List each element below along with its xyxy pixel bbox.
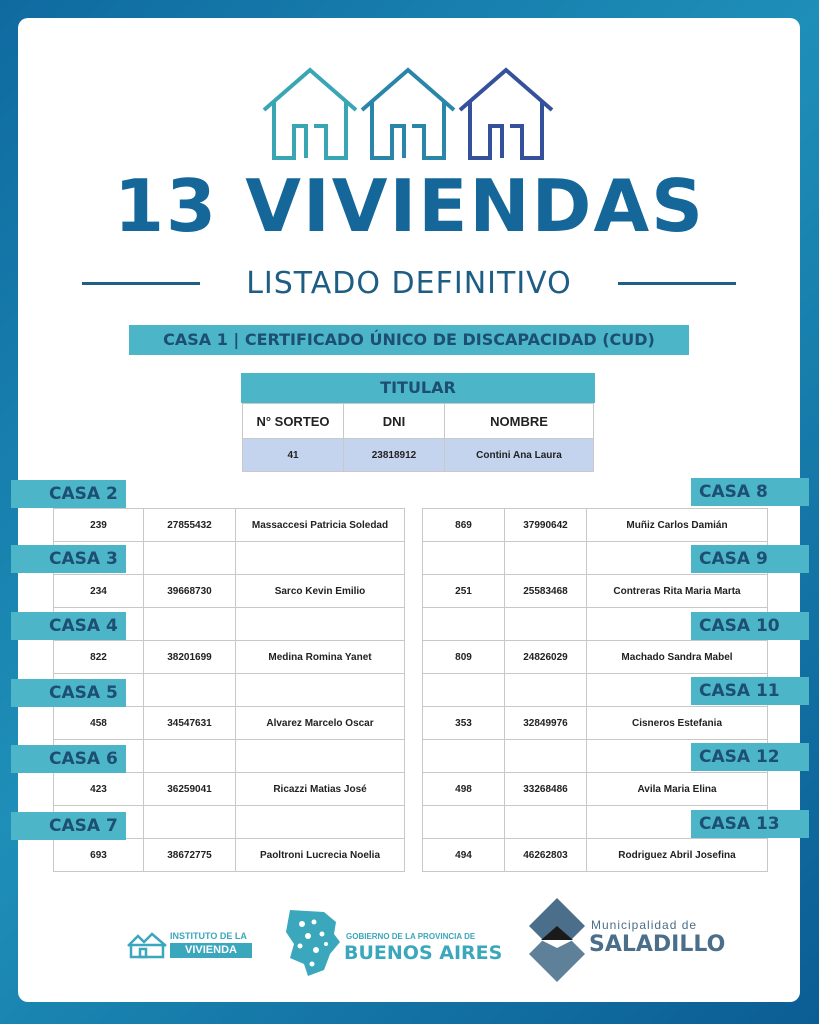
dni-cell: 32849976 xyxy=(505,707,587,740)
table-row xyxy=(54,575,405,608)
buenos-aires-map-icon xyxy=(284,908,342,978)
dni-cell: 36259041 xyxy=(144,773,236,806)
sorteo-cell: 809 xyxy=(423,641,505,674)
nombre-cell: Machado Sandra Mabel xyxy=(587,641,768,674)
buenos-aires-logo xyxy=(284,908,503,978)
subtitle-rule-right xyxy=(618,282,736,285)
sorteo-cell: 234 xyxy=(54,575,144,608)
table-row xyxy=(423,773,768,806)
sorteo-cell: 239 xyxy=(54,509,144,542)
table-row xyxy=(243,439,594,472)
sorteo-cell: 822 xyxy=(54,641,144,674)
casa-3-label: CASA 3 xyxy=(11,545,126,573)
column-header-dni: DNI xyxy=(344,404,445,439)
nombre-cell: Rodriguez Abril Josefina xyxy=(587,839,768,872)
titular-table xyxy=(242,403,594,472)
table-row xyxy=(54,641,405,674)
subtitle: LISTADO DEFINITIVO xyxy=(246,266,572,301)
dni-cell: 27855432 xyxy=(144,509,236,542)
table-row xyxy=(423,509,768,542)
table-row xyxy=(423,839,768,872)
sorteo-cell: 498 xyxy=(423,773,505,806)
table-row xyxy=(54,839,405,872)
casa-11-label: CASA 11 xyxy=(691,677,809,705)
table-row xyxy=(54,707,405,740)
casa-7-label: CASA 7 xyxy=(11,812,126,840)
house-outline-icon xyxy=(126,930,170,960)
dni-cell: 37990642 xyxy=(505,509,587,542)
table-row xyxy=(423,707,768,740)
casa1-banner: CASA 1 | CERTIFICADO ÚNICO DE DISCAPACIDAD (CUD) xyxy=(129,325,689,355)
dni-cell: 34547631 xyxy=(144,707,236,740)
dni-cell: 39668730 xyxy=(144,575,236,608)
casa-2-label: CASA 2 xyxy=(11,480,126,508)
titular-header-row xyxy=(243,404,594,439)
nombre-cell: Massaccesi Patricia Soledad xyxy=(236,509,405,542)
casa-13-label: CASA 13 xyxy=(691,810,809,838)
dni-cell: 38201699 xyxy=(144,641,236,674)
dni-cell: 25583468 xyxy=(505,575,587,608)
column-header-sorteo: N° SORTEO xyxy=(243,404,344,439)
saladillo-diamond-icon xyxy=(527,896,587,982)
dni-cell: 24826029 xyxy=(505,641,587,674)
dni-cell: 38672775 xyxy=(144,839,236,872)
dni-cell: 33268486 xyxy=(505,773,587,806)
three-houses-icon xyxy=(258,62,558,164)
sorteo-cell: 869 xyxy=(423,509,505,542)
casa-8-label: CASA 8 xyxy=(691,478,809,506)
sorteo-cell: 494 xyxy=(423,839,505,872)
casa-4-label: CASA 4 xyxy=(11,612,126,640)
saladillo-text-line1: Municipalidad de xyxy=(591,918,698,932)
nombre-cell: Paoltroni Lucrecia Noelia xyxy=(236,839,405,872)
titular-header: TITULAR xyxy=(241,373,595,403)
dni-cell: 23818912 xyxy=(344,439,445,472)
casa-6-label: CASA 6 xyxy=(11,745,126,773)
nombre-cell: Cisneros Estefania xyxy=(587,707,768,740)
casa-5-label: CASA 5 xyxy=(11,679,126,707)
column-header-nombre: NOMBRE xyxy=(445,404,594,439)
nombre-cell: Alvarez Marcelo Oscar xyxy=(236,707,405,740)
nombre-cell: Contreras Rita Maria Marta xyxy=(587,575,768,608)
main-title: 13 VIVIENDAS xyxy=(113,164,706,248)
instituto-vivienda-logo xyxy=(126,928,256,962)
footer-logos xyxy=(0,900,819,990)
nombre-cell: Contini Ana Laura xyxy=(445,439,594,472)
sorteo-cell: 423 xyxy=(54,773,144,806)
nombre-cell: Muñiz Carlos Damián xyxy=(587,509,768,542)
ba-text-line2: BUENOS AIRES xyxy=(344,942,503,964)
saladillo-text-line2: SALADILLO xyxy=(589,932,726,957)
ivba-text-line2: VIVIENDA xyxy=(170,943,252,958)
sorteo-cell: 693 xyxy=(54,839,144,872)
nombre-cell: Sarco Kevin Emilio xyxy=(236,575,405,608)
ba-text-line1: GOBIERNO DE LA PROVINCIA DE xyxy=(346,932,476,941)
dni-cell: 46262803 xyxy=(505,839,587,872)
sorteo-cell: 41 xyxy=(243,439,344,472)
nombre-cell: Medina Romina Yanet xyxy=(236,641,405,674)
table-row xyxy=(54,773,405,806)
table-row xyxy=(423,575,768,608)
casa-12-label: CASA 12 xyxy=(691,743,809,771)
casa-9-label: CASA 9 xyxy=(691,545,809,573)
casa-10-label: CASA 10 xyxy=(691,612,809,640)
table-row xyxy=(54,509,405,542)
sorteo-cell: 458 xyxy=(54,707,144,740)
nombre-cell: Ricazzi Matias José xyxy=(236,773,405,806)
saladillo-logo xyxy=(527,896,727,982)
table-row xyxy=(423,641,768,674)
subtitle-block xyxy=(82,262,736,306)
titular-table-block xyxy=(241,373,595,472)
nombre-cell: Avila Maria Elina xyxy=(587,773,768,806)
ivba-text-line1: INSTITUTO DE LA xyxy=(170,931,247,941)
sorteo-cell: 353 xyxy=(423,707,505,740)
sorteo-cell: 251 xyxy=(423,575,505,608)
